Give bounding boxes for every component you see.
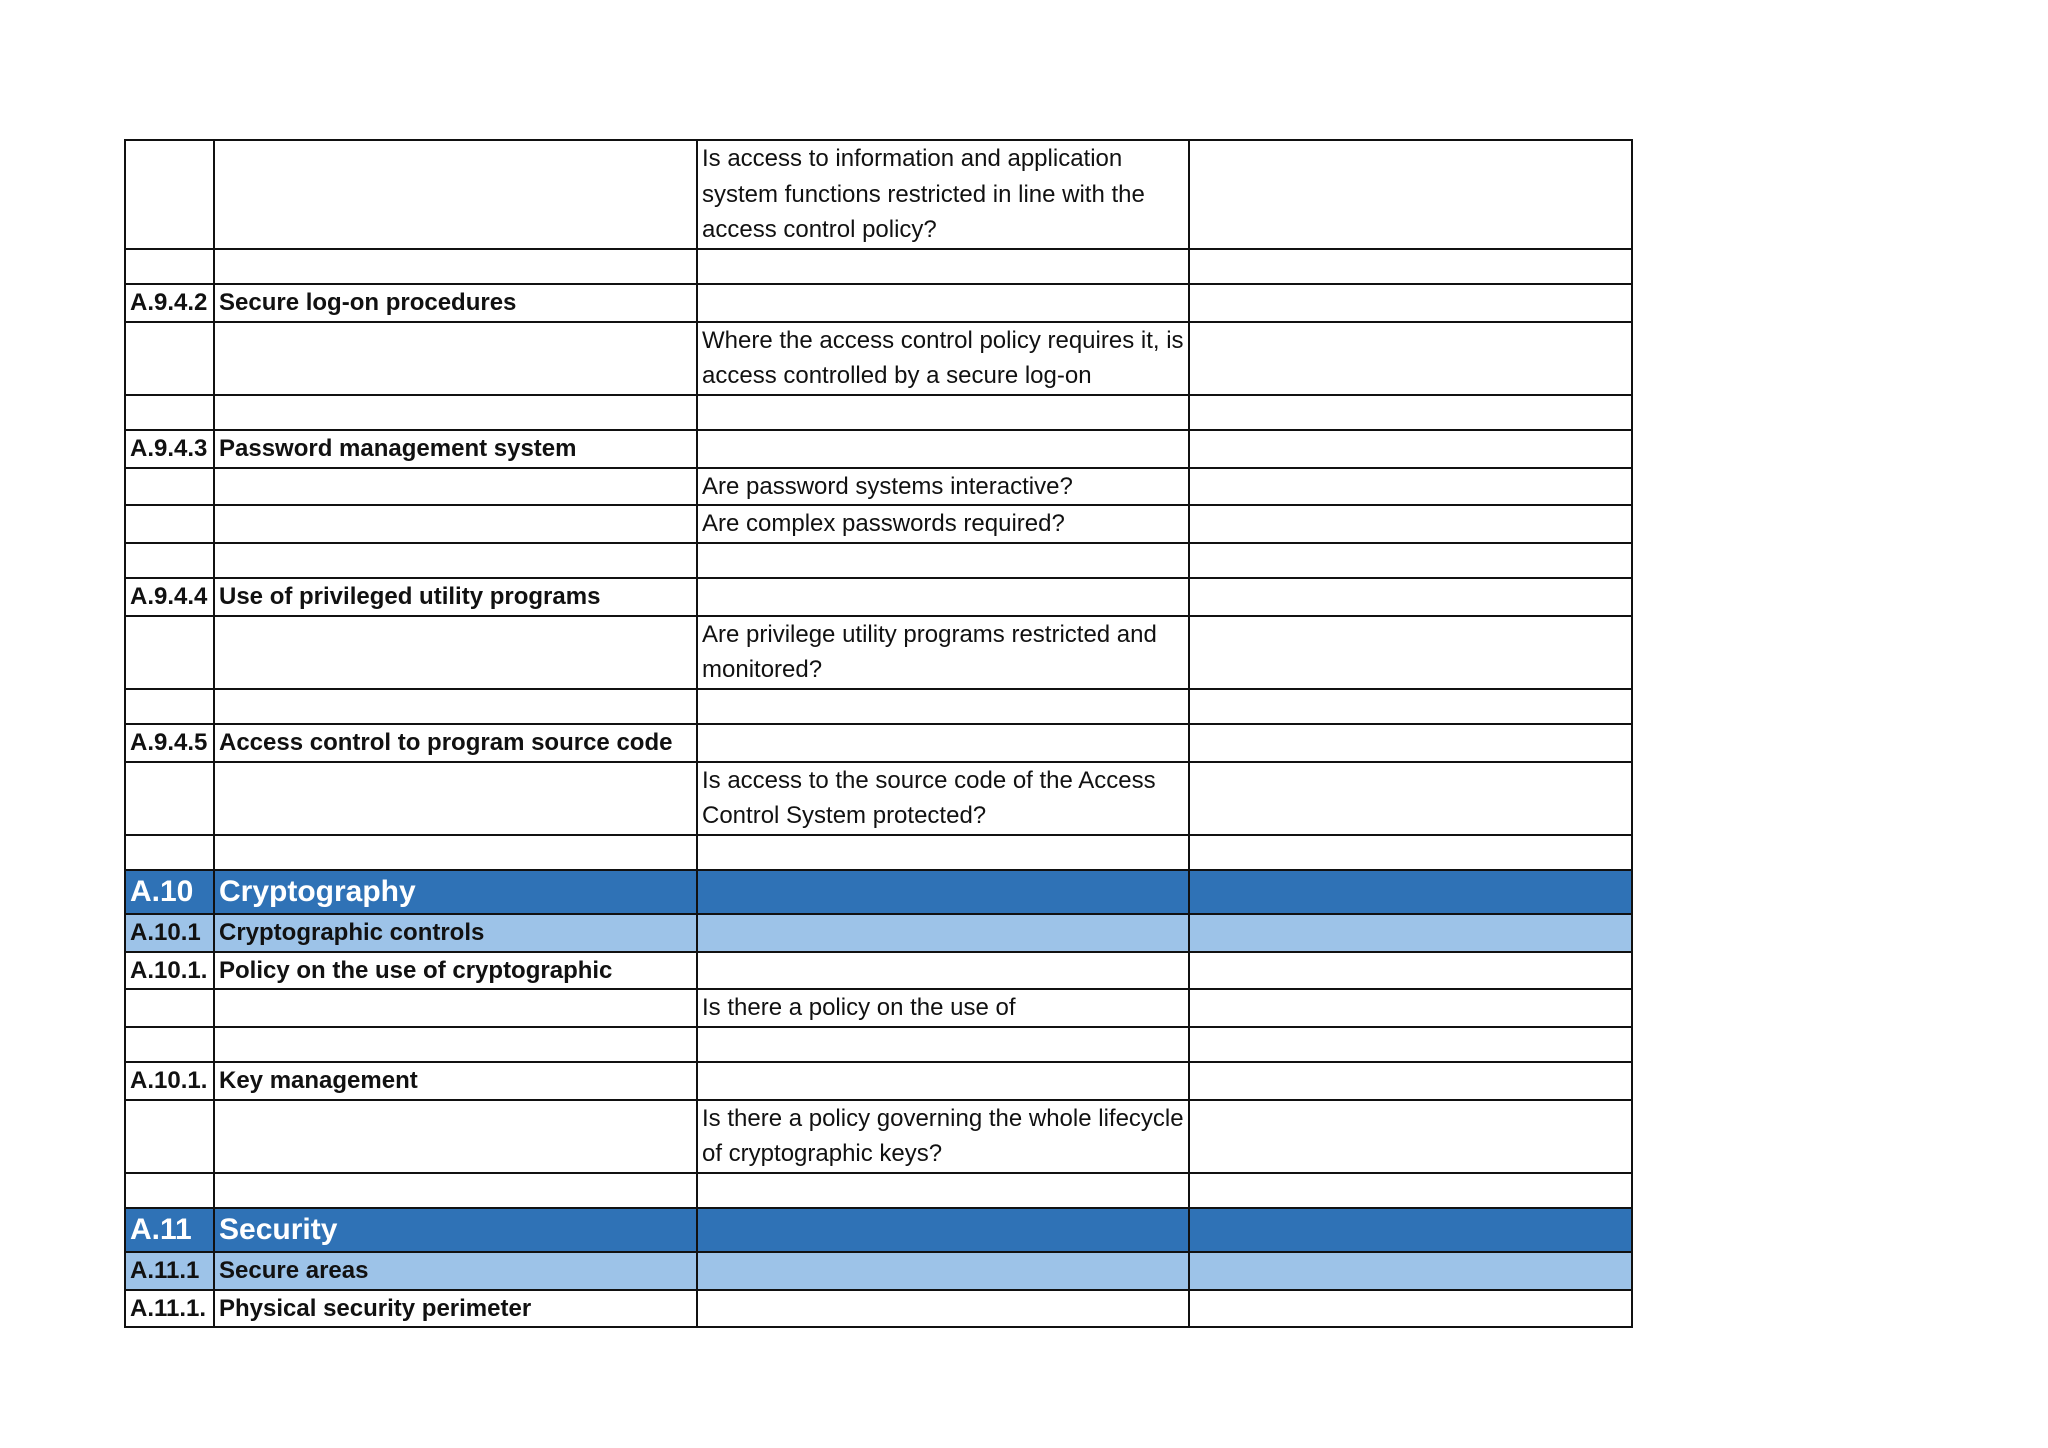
control-name-cell: Password management system <box>214 430 697 468</box>
response-cell[interactable] <box>1189 322 1632 395</box>
question-row <box>125 989 1632 1027</box>
response-cell[interactable] <box>1189 505 1632 543</box>
question-cell <box>697 914 1189 952</box>
control-name-cell <box>214 1173 697 1209</box>
section-header-row <box>125 870 1632 914</box>
question-cell <box>697 870 1189 914</box>
control-name-cell <box>214 762 697 835</box>
control-id-cell <box>125 140 214 249</box>
control-id-cell <box>125 616 214 689</box>
question-cell <box>697 1062 1189 1100</box>
control-name-cell: Cryptography <box>214 870 697 914</box>
question-cell: Are complex passwords required? <box>697 505 1189 543</box>
response-cell[interactable] <box>1189 395 1632 431</box>
question-cell <box>697 395 1189 431</box>
control-id-cell <box>125 689 214 725</box>
control-id-cell: A.11 <box>125 1208 214 1252</box>
question-cell: Are privilege utility programs restricted and monitored? <box>697 616 1189 689</box>
response-cell[interactable] <box>1189 1062 1632 1100</box>
control-id-cell <box>125 762 214 835</box>
question-cell: Are password systems interactive? <box>697 468 1189 506</box>
control-name-cell <box>214 543 697 579</box>
question-row <box>125 140 1632 249</box>
control-name-cell <box>214 468 697 506</box>
response-cell[interactable] <box>1189 1208 1632 1252</box>
response-cell[interactable] <box>1189 952 1632 990</box>
question-row <box>125 322 1632 395</box>
response-cell[interactable] <box>1189 835 1632 871</box>
control-id-cell <box>125 1173 214 1209</box>
control-name-cell <box>214 689 697 725</box>
question-cell <box>697 249 1189 285</box>
question-row <box>125 616 1632 689</box>
control-id-cell <box>125 1100 214 1173</box>
control-row <box>125 1290 1632 1328</box>
question-cell <box>697 1208 1189 1252</box>
question-row <box>125 1100 1632 1173</box>
control-id-cell <box>125 989 214 1027</box>
question-cell: Is access to information and application system functions restricted in line with the access control policy? <box>697 140 1189 249</box>
control-id-cell: A.10.1 <box>125 914 214 952</box>
response-cell[interactable] <box>1189 284 1632 322</box>
control-id-cell <box>125 835 214 871</box>
question-cell <box>697 689 1189 725</box>
control-name-cell <box>214 140 697 249</box>
control-id-cell: A.10 <box>125 870 214 914</box>
control-name-cell <box>214 505 697 543</box>
blank-row <box>125 543 1632 579</box>
control-name-cell <box>214 1027 697 1063</box>
response-cell[interactable] <box>1189 578 1632 616</box>
control-name-cell <box>214 249 697 285</box>
control-name-cell: Security <box>214 1208 697 1252</box>
subsection-header-row <box>125 914 1632 952</box>
control-row <box>125 1062 1632 1100</box>
control-id-cell <box>125 322 214 395</box>
response-cell[interactable] <box>1189 616 1632 689</box>
control-id-cell <box>125 249 214 285</box>
control-name-cell <box>214 1100 697 1173</box>
response-cell[interactable] <box>1189 1290 1632 1328</box>
response-cell[interactable] <box>1189 689 1632 725</box>
control-id-cell: A.11.1 <box>125 1252 214 1290</box>
question-cell <box>697 284 1189 322</box>
response-cell[interactable] <box>1189 543 1632 579</box>
control-id-cell: A.9.4.4 <box>125 578 214 616</box>
control-name-cell: Physical security perimeter <box>214 1290 697 1328</box>
blank-row <box>125 835 1632 871</box>
response-cell[interactable] <box>1189 870 1632 914</box>
question-cell: Is there a policy on the use of <box>697 989 1189 1027</box>
response-cell[interactable] <box>1189 140 1632 249</box>
control-id-cell <box>125 1027 214 1063</box>
control-name-cell <box>214 322 697 395</box>
control-name-cell <box>214 616 697 689</box>
question-cell: Where the access control policy requires it, is access controlled by a secure log-on <box>697 322 1189 395</box>
blank-row <box>125 1173 1632 1209</box>
question-cell <box>697 430 1189 468</box>
subsection-header-row <box>125 1252 1632 1290</box>
response-cell[interactable] <box>1189 724 1632 762</box>
control-id-cell <box>125 543 214 579</box>
control-id-cell: A.9.4.3 <box>125 430 214 468</box>
control-name-cell <box>214 989 697 1027</box>
response-cell[interactable] <box>1189 468 1632 506</box>
question-cell <box>697 724 1189 762</box>
control-name-cell: Cryptographic controls <box>214 914 697 952</box>
response-cell[interactable] <box>1189 430 1632 468</box>
control-id-cell <box>125 468 214 506</box>
control-name-cell: Key management <box>214 1062 697 1100</box>
control-id-cell: A.10.1. <box>125 952 214 990</box>
response-cell[interactable] <box>1189 1173 1632 1209</box>
blank-row <box>125 1027 1632 1063</box>
control-name-cell: Secure log-on procedures <box>214 284 697 322</box>
response-cell[interactable] <box>1189 249 1632 285</box>
question-row <box>125 468 1632 506</box>
control-row <box>125 578 1632 616</box>
checklist-body <box>125 140 1632 1327</box>
control-row <box>125 284 1632 322</box>
blank-row <box>125 395 1632 431</box>
control-id-cell: A.11.1. <box>125 1290 214 1328</box>
question-cell <box>697 1252 1189 1290</box>
blank-row <box>125 689 1632 725</box>
control-id-cell: A.9.4.5 <box>125 724 214 762</box>
question-cell <box>697 835 1189 871</box>
question-cell <box>697 578 1189 616</box>
control-name-cell <box>214 395 697 431</box>
response-cell[interactable] <box>1189 914 1632 952</box>
checklist-table <box>124 139 1633 1328</box>
response-cell[interactable] <box>1189 989 1632 1027</box>
control-id-cell: A.9.4.2 <box>125 284 214 322</box>
control-row <box>125 952 1632 990</box>
question-row <box>125 505 1632 543</box>
question-row <box>125 762 1632 835</box>
question-cell: Is access to the source code of the Access Control System protected? <box>697 762 1189 835</box>
response-cell[interactable] <box>1189 1252 1632 1290</box>
control-id-cell <box>125 505 214 543</box>
control-name-cell: Secure areas <box>214 1252 697 1290</box>
control-name-cell <box>214 835 697 871</box>
control-name-cell: Policy on the use of cryptographic <box>214 952 697 990</box>
section-header-row <box>125 1208 1632 1252</box>
control-id-cell <box>125 395 214 431</box>
response-cell[interactable] <box>1189 1100 1632 1173</box>
question-cell <box>697 952 1189 990</box>
control-name-cell: Access control to program source code <box>214 724 697 762</box>
question-cell <box>697 1290 1189 1328</box>
control-id-cell: A.10.1. <box>125 1062 214 1100</box>
question-cell: Is there a policy governing the whole lifecycle of cryptographic keys? <box>697 1100 1189 1173</box>
control-row <box>125 430 1632 468</box>
question-cell <box>697 1027 1189 1063</box>
control-row <box>125 724 1632 762</box>
blank-row <box>125 249 1632 285</box>
response-cell[interactable] <box>1189 762 1632 835</box>
response-cell[interactable] <box>1189 1027 1632 1063</box>
question-cell <box>697 1173 1189 1209</box>
question-cell <box>697 543 1189 579</box>
control-name-cell: Use of privileged utility programs <box>214 578 697 616</box>
